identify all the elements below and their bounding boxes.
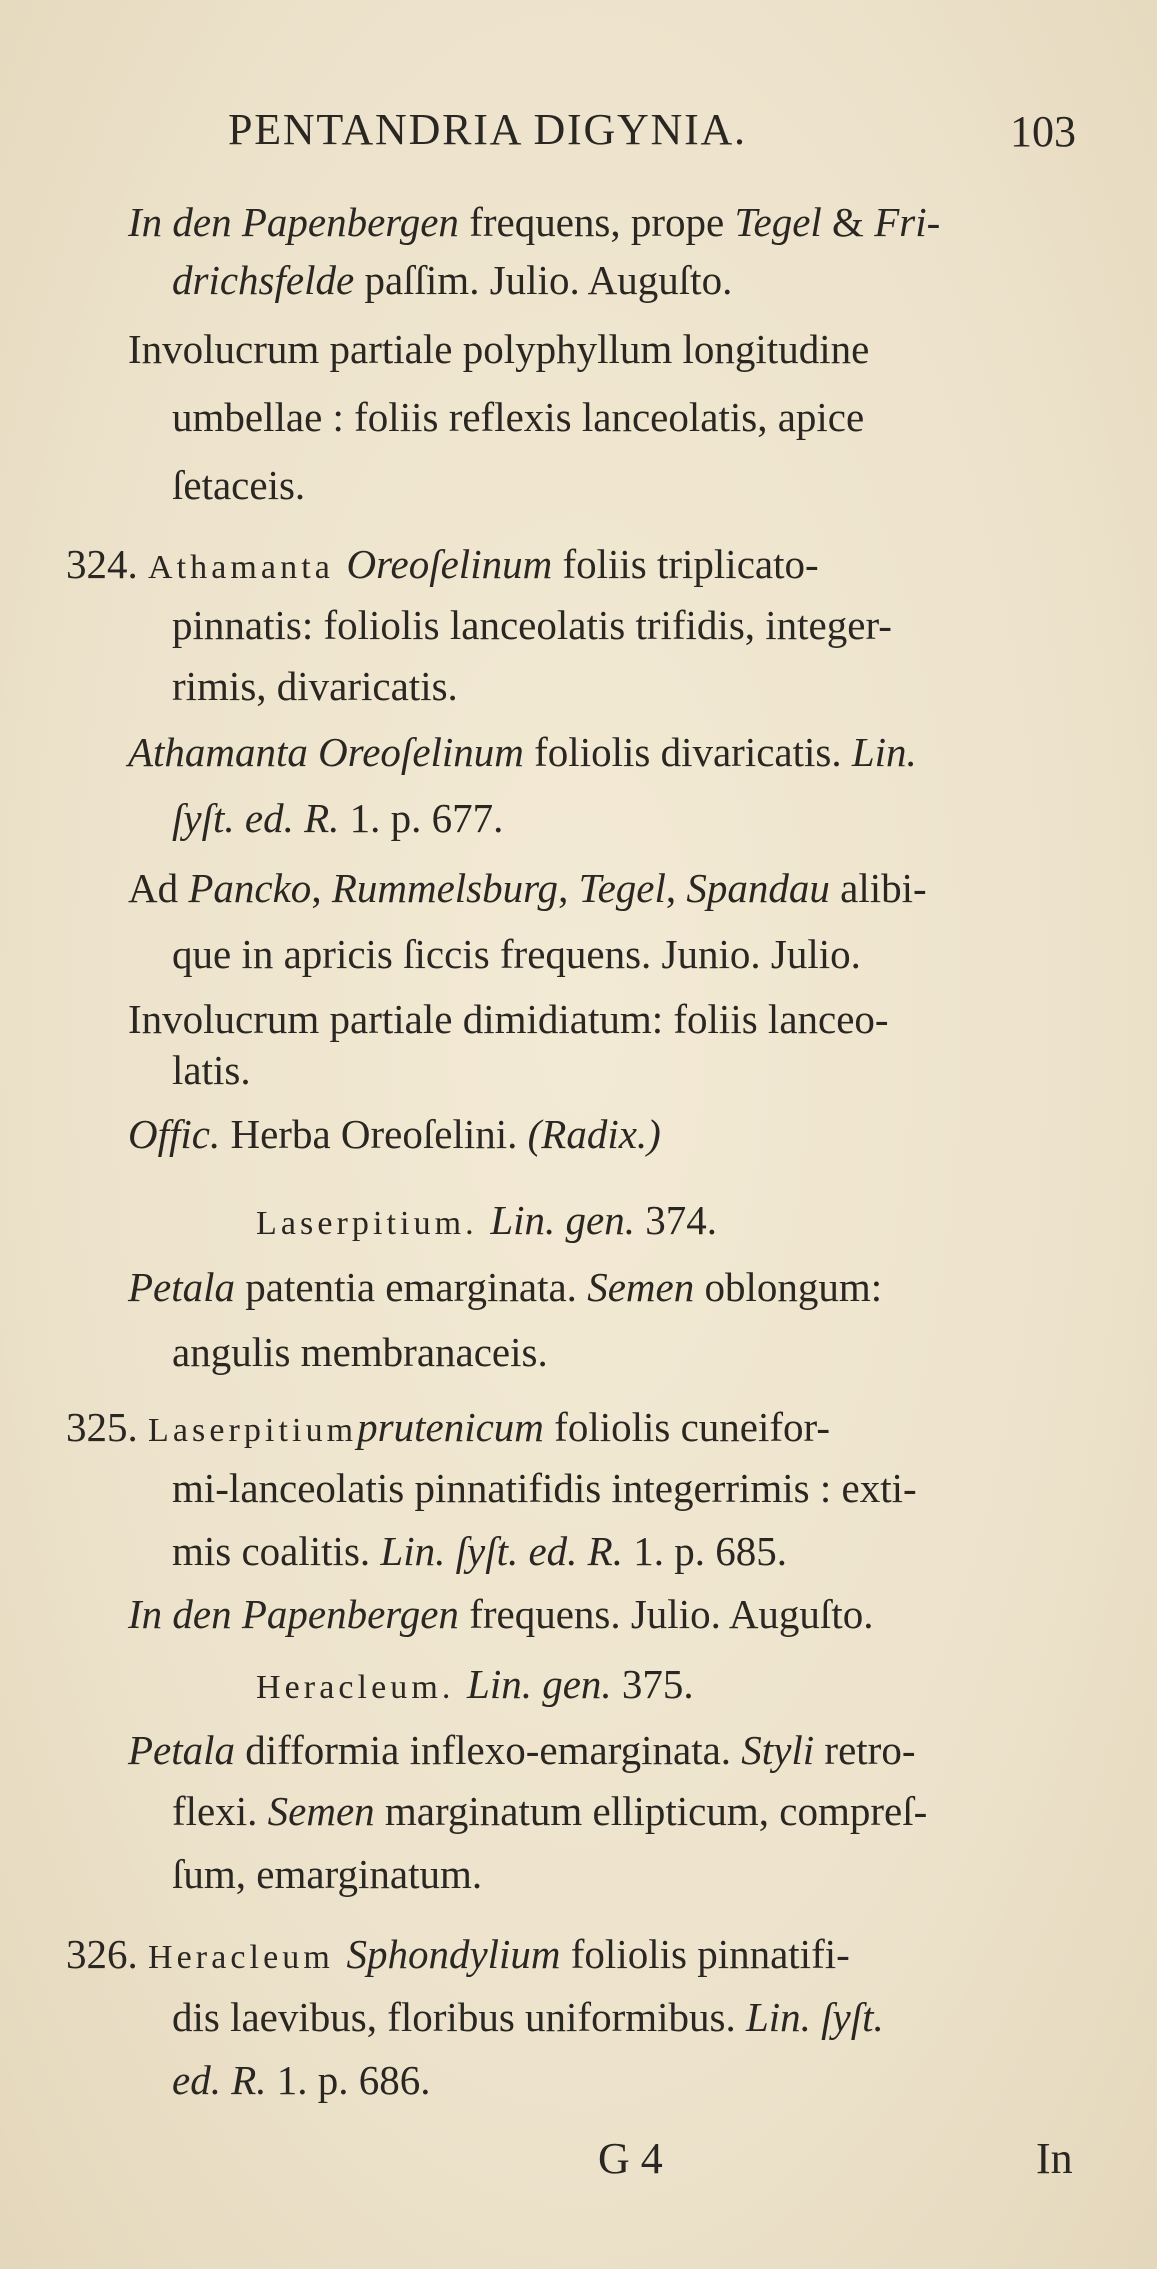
text-run: prutenicum (357, 1404, 544, 1450)
text-line (128, 997, 889, 1042)
text-run: flexi. (172, 1788, 268, 1834)
text-run: Athamanta (148, 549, 347, 586)
text-line (128, 1112, 661, 1157)
text-run: ſyſt. ed. R. (172, 795, 340, 841)
text-line (128, 866, 927, 911)
text-run: Tegel (578, 865, 666, 911)
text-line (172, 2058, 431, 2103)
text-run: Petala (128, 1264, 236, 1310)
text-run: Herba Oreoſelini. (220, 1111, 528, 1157)
text-run: Heracleum. (256, 1669, 468, 1706)
text-run: In den Papenbergen (128, 199, 459, 245)
text-line (66, 1932, 850, 1977)
text-run: & (821, 199, 875, 245)
text-run: pinnatis: foliolis lanceolatis trifidis, integer- (172, 602, 892, 648)
text-run: Offic. (128, 1111, 221, 1157)
text-run: frequens. Julio. Auguſto. (458, 1591, 874, 1637)
text-run: (Radix.) (527, 1111, 661, 1157)
text-run: umbellae : foliis reflexis lanceolatis, apice (172, 394, 865, 440)
text-run: 1. p. 677. (339, 795, 504, 841)
text-run: 375. (611, 1661, 694, 1707)
text-run: foliolis pinnatifi- (560, 1931, 850, 1977)
text-line (128, 1265, 882, 1310)
text-run: , (558, 865, 579, 911)
text-line (128, 200, 940, 245)
text-run: mis coalitis. (172, 1528, 381, 1574)
text-run: patentia emarginata. (235, 1264, 588, 1310)
text-run: retro- (814, 1727, 916, 1773)
text-run: dis laevibus, floribus uniformibus. (172, 1994, 746, 2040)
text-run: Sphondylium (346, 1931, 561, 1977)
text-line (172, 796, 503, 841)
text-run: que in apricis ſiccis frequens. Junio. Julio. (172, 931, 861, 977)
text-run: , (311, 865, 332, 911)
text-run: Heracleum (148, 1939, 347, 1976)
text-run: paſſim. Julio. Auguſto. (354, 257, 733, 303)
text-line (172, 1466, 917, 1511)
text-run: angulis membranaceis. (172, 1329, 548, 1375)
text-run: Styli (741, 1727, 815, 1773)
genus-heading (256, 1662, 694, 1707)
page-number: 103 (1010, 107, 1076, 156)
text-run: ed. R. (172, 2057, 267, 2103)
text-line (172, 395, 864, 440)
text-run: drichsfelde (172, 257, 355, 303)
text-line (172, 463, 305, 508)
text-line (172, 1529, 787, 1574)
text-line (128, 1728, 915, 1773)
text-line (172, 1995, 884, 2040)
text-line (66, 542, 819, 587)
text-run: Semen (587, 1264, 695, 1310)
text-run: Athamanta Oreoſelinum (128, 729, 524, 775)
text-line (172, 1852, 482, 1897)
text-line (172, 1330, 548, 1375)
text-run: Involucrum partiale polyphyllum longitudine (128, 326, 870, 372)
text-run: ſetaceis. (172, 462, 306, 508)
text-line (66, 1405, 830, 1450)
genus-heading (256, 1198, 717, 1243)
text-run: foliolis divaricatis. (523, 729, 852, 775)
text-line (128, 327, 869, 372)
text-run: marginatum ellipticum, compreſ- (374, 1788, 928, 1834)
catchword: In (1036, 2134, 1073, 2183)
text-run: Lin. ſyſt. (745, 1994, 884, 2040)
text-run: alibi- (829, 865, 927, 911)
text-run: 1. p. 686. (266, 2057, 431, 2103)
text-run: difformia inflexo-emarginata. (235, 1727, 742, 1773)
text-run: Lin. gen. (490, 1197, 635, 1243)
text-run: rimis, divaricatis. (172, 663, 458, 709)
text-run: Oreoſelinum (346, 541, 553, 587)
text-run: 1. p. 685. (622, 1528, 787, 1574)
text-line (128, 1592, 873, 1637)
text-run: Lin. (851, 729, 917, 775)
text-run: latis. (172, 1047, 251, 1093)
text-run: foliis triplicato- (552, 541, 819, 587)
text-line (128, 730, 917, 775)
text-run: frequens, prope (458, 199, 735, 245)
text-run: In den Papenbergen (128, 1591, 459, 1637)
text-run: Spandau (686, 865, 830, 911)
text-line (172, 1789, 927, 1834)
signature-mark: G 4 (598, 2134, 663, 2183)
text-run: 326. (66, 1931, 148, 1977)
text-run: 324. (66, 541, 148, 587)
text-run: Fri- (874, 199, 941, 245)
text-run: Semen (267, 1788, 375, 1834)
text-run: Laserpitium. (256, 1205, 491, 1242)
text-run: oblongum: (694, 1264, 883, 1310)
text-line (172, 932, 861, 977)
text-run: Ad (128, 865, 189, 911)
text-run: Lin. gen. (467, 1661, 612, 1707)
text-run: Rummelsburg (331, 865, 559, 911)
text-run: Tegel (734, 199, 822, 245)
text-run: 325. (66, 1404, 148, 1450)
text-line (172, 664, 458, 709)
text-run: , (665, 865, 687, 911)
text-run: Lin. ſyſt. ed. R. (380, 1528, 623, 1574)
running-title: PENTANDRIA DIGYNIA. (228, 105, 747, 154)
text-run: ſum, emarginatum. (172, 1851, 483, 1897)
text-run: Laserpitium (148, 1412, 358, 1449)
text-run: Pancko (188, 865, 312, 911)
text-run: Petala (128, 1727, 236, 1773)
text-run: 374. (635, 1197, 717, 1243)
text-line (172, 258, 732, 303)
text-line (172, 603, 892, 648)
text-run: mi-lanceolatis pinnatifidis integerrimis : exti- (172, 1465, 917, 1511)
text-line (172, 1048, 251, 1093)
text-run: Involucrum partiale dimidiatum: foliis lanceo- (128, 996, 889, 1042)
text-run: foliolis cuneifor- (543, 1404, 831, 1450)
